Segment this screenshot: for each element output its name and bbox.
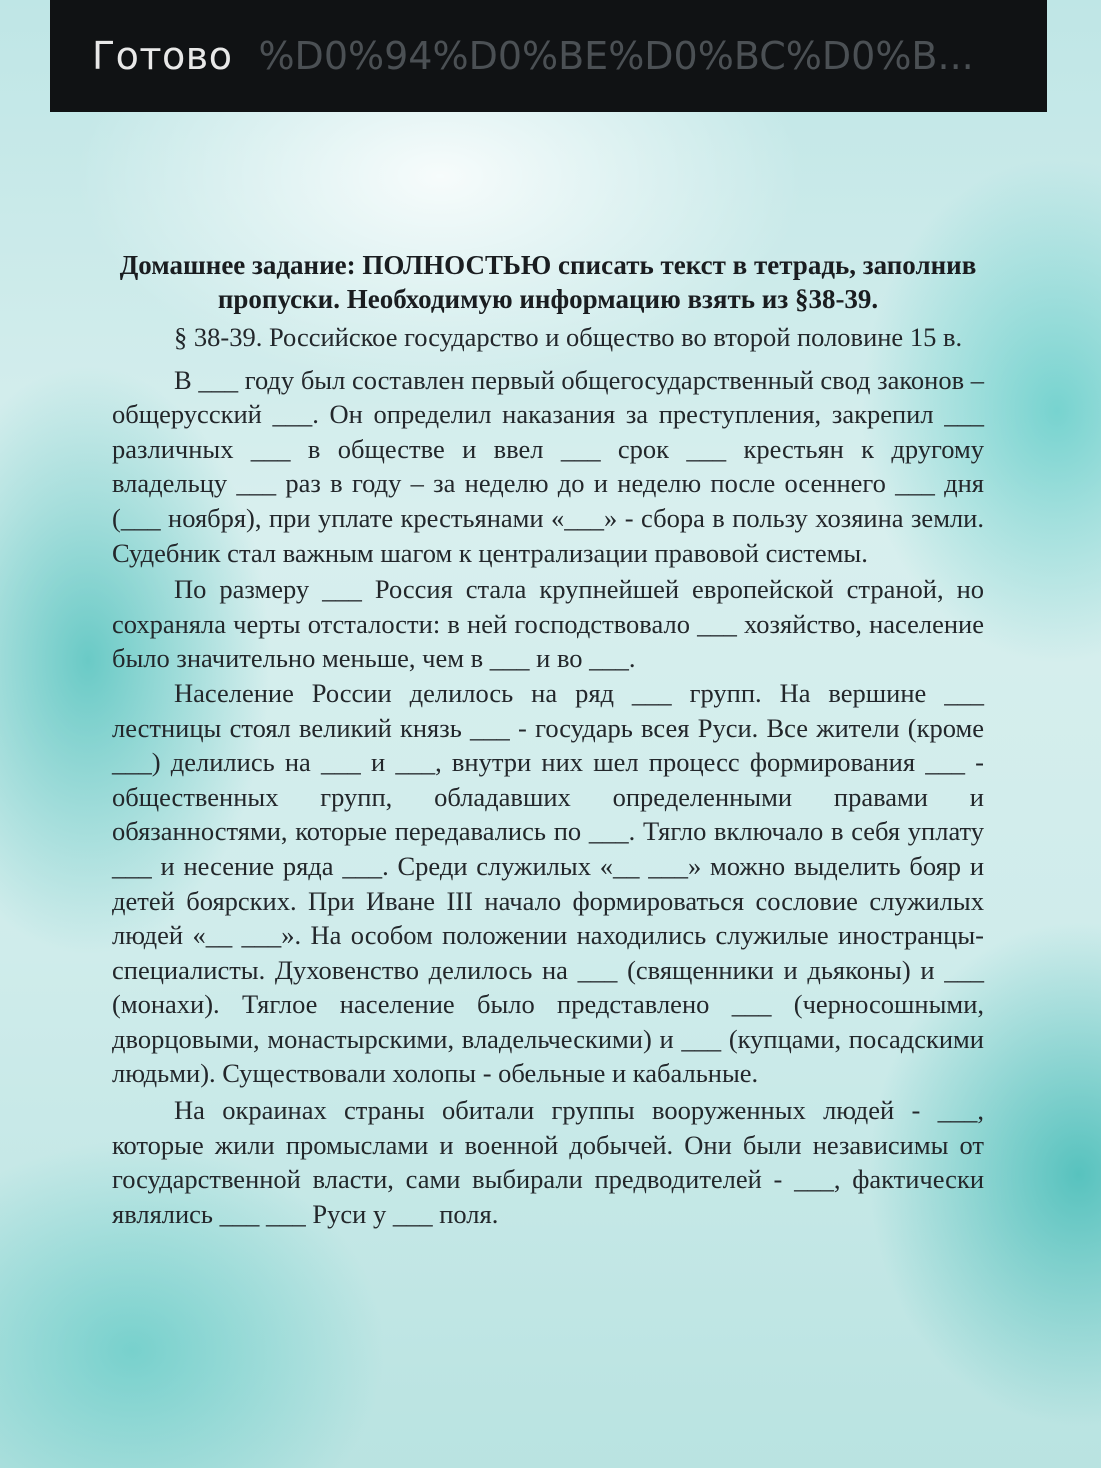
done-button[interactable]: Готово xyxy=(92,34,233,78)
section-title: § 38-39. Российское государство и общество во второй половине 15 в. xyxy=(174,322,963,352)
paragraph-cossacks: На окраинах страны обитали группы вооруженных людей - ___, которые жили промыслами и военной добычей. Они были независимы от государственной власти, сами выбирали предводителей - ___, фактически являлись ___ ___ Руси у ___ поля. xyxy=(112,1095,984,1229)
homework-heading: Домашнее задание: ПОЛНОСТЬЮ списать текст в тетрадь, заполнив пропуски. Необходимую информацию взять из §38-39. xyxy=(119,250,977,314)
paragraph-territory: По размеру ___ Россия стала крупнейшей европейской страной, но сохраняла черты отсталости: в ней господствовало ___ хозяйство, население было значительно меньше, чем в ___ и во ___. xyxy=(112,574,984,674)
file-name-title: %D0%94%D0%BE%D0%BC%D0%B... xyxy=(258,34,974,78)
top-bar xyxy=(50,0,1047,112)
paragraph-population: Население России делилось на ряд ___ групп. На вершине ___ лестницы стоял великий князь ___ - государь всея Руси. Все жители (кроме ___) делились на ___ и ___, внутри них шел процесс формирования ___ - общественных групп, обладавших определенными правами и обязанностями, которые передавались по ___. Тягло включало в себя уплату ___ и несение ряда ___. Среди служилых «__ ___» можно выделить бояр и детей боярских. При Иване III начало формироваться сословие служилых людей «__ ___». На особом положении находились служилые иностранцы-специалисты. Духовенство делилось на ___ (священники и дьяконы) и ___ (монахи). Тяглое население было представлено ___ (черносошными, дворцовыми, монастырскими, владельческими) и ___ (купцами, посадскими людьми). Существовали холопы - обельные и кабальные. xyxy=(112,677,984,1089)
document-page xyxy=(112,248,984,1233)
paragraph-sudebnik: В ___ году был составлен первый общегосударственный свод законов – общерусский ___. Он определил наказания за преступления, закрепил ___ различных ___ в обществе и ввел ___ срок ___ крестьян к другому владельцу ___ раз в году – за неделю до и неделю после осеннего ___ дня (___ ноября), при уплате крестьянами «___» - сбора в пользу хозяина земли. Судебник стал важным шагом к централизации правовой системы. xyxy=(112,364,984,568)
